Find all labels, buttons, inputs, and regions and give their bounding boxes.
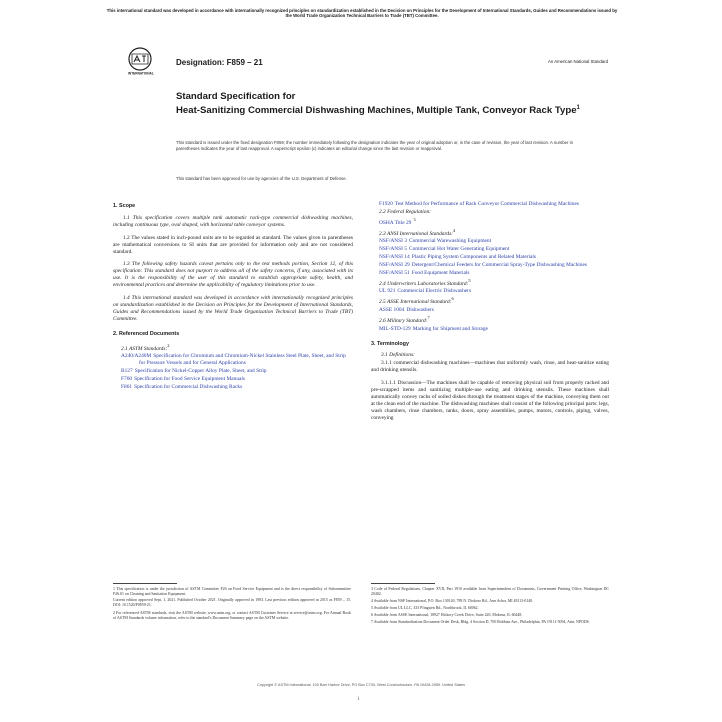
- ref-code: B127: [121, 368, 133, 375]
- footnote-2: 2 For referenced ASTM standards, visit the ASTM website, www.astm.org, or contact ASTM Customer Service at service@astm.org. For Annual Book of ASTM Standards volume information, refer to the standard's Document Summary page on the ASTM website.: [113, 611, 351, 620]
- footnote-6: 6 Available from ASSE International, 18927 Hickory Creek Drive, Suite 220, Mokena, IL 60448.: [371, 613, 523, 617]
- footnote-4: 4 Available from NSF International, P.O. Box 130140, 789 N. Dixboro Rd., Ann Arbor, MI 48113-0140.: [371, 599, 534, 603]
- federal-regulation-label: 2.2 Federal Regulation:: [379, 208, 431, 215]
- ref-mil-std-129[interactable]: [379, 326, 609, 333]
- asse-standard-label: [379, 296, 609, 306]
- ref-title: Specification for Commercial Dishwashing Racks: [134, 383, 243, 390]
- page-number: 1: [357, 697, 360, 702]
- top-notice: This international standard was developed in accordance with internationally recognized principles on standardization established in the Decision on Principles for the Development of International Standards, Guides and Recommendations issued by the World Trade Organization Technical Barriers to Trade (TBT) Committee.: [106, 8, 618, 19]
- terminology-heading: 3. Terminology: [371, 340, 409, 347]
- ref-title: Dishwashers: [406, 307, 434, 314]
- ref-code: F861: [121, 383, 133, 390]
- document-title: [176, 91, 596, 116]
- ref-f1920[interactable]: [379, 201, 609, 208]
- ref-code: A240/A240M: [121, 353, 152, 360]
- dod-notice: This standard has been approved for use by agencies of the U.S. Department of Defense.: [176, 176, 347, 181]
- footnote-1: 1 This specification is under the jurisdiction of ASTM Committee F26 on Food Service Equipment and is the direct responsibility of Subcommittee F26.01 on Cleaning and Sanitation Equipment.: [113, 587, 351, 596]
- ref-f760[interactable]: [121, 376, 353, 383]
- ref-nsf-14[interactable]: [379, 254, 609, 261]
- ref-f861[interactable]: [121, 384, 353, 391]
- left-column: [113, 201, 353, 392]
- ansi-footnote-ref: 4: [452, 227, 456, 233]
- ref-code: NSF/ANSI 29: [379, 261, 410, 268]
- footnotes-right: [371, 587, 609, 625]
- title-footnote-ref: 1: [576, 104, 580, 111]
- ref-code: NSF/ANSI 14: [379, 254, 410, 261]
- designation: Designation: F859 – 21: [176, 58, 263, 67]
- ref-code: NSF/ANSI 5: [379, 246, 408, 253]
- military-standard-label: [379, 315, 609, 325]
- ref-code: UL 921: [379, 288, 396, 295]
- logo-caption: INTERNATIONAL: [128, 71, 154, 76]
- para-1-1: 1.1 This specification covers multiple tank automatic rack-type commercial dishwashing machines, including continuous type, oval shaped, with horizontal table conveyor systems.: [113, 214, 353, 228]
- ref-title: Food Equipment Materials: [411, 269, 470, 276]
- ansi-standards-label: [379, 228, 609, 238]
- ansi-standards-text: 2.3 ANSI International Standards:: [379, 230, 453, 237]
- ref-ul-921[interactable]: [379, 288, 609, 295]
- ref-title: Commercial Warewashing Equipment: [409, 238, 492, 245]
- para-1-2: 1.2 The values stated in inch-pound units are to be regarded as standard. The values given in parentheses are mathematical conversions to SI units that are provided for information only and are not considered standard.: [113, 234, 353, 255]
- ref-nsf-51[interactable]: [379, 270, 609, 277]
- right-column: [371, 201, 609, 428]
- ref-code: ASSE 1004: [379, 307, 405, 314]
- asse-standard-text: 2.5 ASSE International Standard:: [379, 299, 452, 306]
- footnote-divider-right: [371, 583, 435, 584]
- ref-title: Commercial Hot Water Generating Equipment: [409, 246, 510, 253]
- ref-nsf-5[interactable]: [379, 246, 609, 253]
- ref-title: Specification for Food Service Equipment Manuals: [134, 376, 246, 383]
- ref-code: OSHA Title 29: [379, 219, 412, 226]
- footnote-5: 5 Available from UL LLC, 333 Pfingsten Rd., Northbrook, IL 60062.: [371, 606, 479, 610]
- referenced-docs-heading: 2. Referenced Documents: [113, 330, 180, 337]
- ul-standard-text: 2.4 Underwriters Laboratories Standard:: [379, 280, 469, 287]
- ref-title: Marking for Shipment and Storage: [412, 325, 488, 332]
- ul-footnote-ref: 5: [468, 277, 471, 283]
- ans-label: An American National Standard: [548, 59, 608, 64]
- mil-footnote-ref: 7: [427, 314, 430, 320]
- osha-footnote-ref: 3: [413, 216, 416, 222]
- astm-footnote-ref: 2: [167, 342, 170, 348]
- footnote-3: 3 Code of Federal Regulations, Chapter XVII, Part 1910 available from Superintendent of Documents, Government Printing Office, Washington DC 20402.: [371, 587, 609, 596]
- para-1-3: 1.3 The following safety hazards caveat pertains only to the test methods portion, Section 12, of this specification: This standard does not purport to address all of the safety concerns, if any, associated with its use. It is the responsibility of the user of this standard to establish appropriate safety, health, and environmental practices and determine the applicability of regulatory limitations prior to use.: [113, 261, 353, 289]
- ref-osha[interactable]: [379, 217, 609, 227]
- designation-notice: This standard is issued under the fixed designation F859; the number immediately following the designation indicates the year of original adoption or, in the case of revision, the year of last revision. A number in parentheses indicates the year of last reapproval. A superscript epsilon (ε) indicates an editorial change since the last revision or reapproval.: [176, 140, 573, 151]
- ref-asse-1004[interactable]: [379, 307, 609, 314]
- definitions-label: 3.1 Definitions:: [381, 352, 415, 359]
- ref-code: F1920: [379, 201, 393, 207]
- para-3-1-1-1: 3.1.1.1 Discussion—The machines shall be capable of removing physical soil from properly racked and pre-scrapped items and sanitizing multiple-use eating and drinking utensils. These machines shall automatically convey racks of soiled dishes through the treatment stages of the machine, conveying them out at the clean end of the machine. The dishwashing machines shall consist of the following principal parts: legs, wash chambers, rinse chambers, tanks, doors, spray assemblies, pumps, motors, controls, piping, valves, conveying: [371, 380, 609, 421]
- footnotes-left: [113, 587, 351, 621]
- footnote-1b: Current edition approved Sept. 1, 2021. Published October 2021. Originally approved in 1983. Last previous edition approved in 2015 as F859 – 15. DOI: 10.1520/F0859-21.: [113, 598, 351, 607]
- ref-b127[interactable]: [121, 368, 353, 375]
- ref-code: NSF/ANSI 51: [379, 269, 410, 276]
- title-line-2: [176, 103, 596, 117]
- title-line-1: Standard Specification for: [176, 91, 296, 102]
- astm-logo-icon: [126, 46, 166, 76]
- astm-standards-text: 2.1 ASTM Standards:: [121, 345, 168, 352]
- ref-title: Specification for Chromium and Chromium-Nickel Stainless Steel Plate, Sheet, and Strip for Pressure Vessels and for General Applications: [139, 353, 346, 367]
- ref-nsf-3[interactable]: [379, 238, 609, 245]
- para-1-4: 1.4 This international standard was developed in accordance with internationally recognized principles on standardization established in the Decision on Principles for the Development of International Standards, Guides and Recommendations issued by the World Trade Organization Technical Barriers to Trade (TBT) Committee.: [113, 295, 353, 322]
- ref-nsf-29[interactable]: [379, 262, 609, 269]
- footnote-7: 7 Available from Standardization Document Order Desk, Bldg. 4 Section D, 700 Robbins Ave., Philadelphia, PA 19111-5094, Attn: NPODS.: [371, 620, 590, 624]
- scope-heading: 1. Scope: [113, 203, 136, 209]
- para-3-1-1: 3.1.1 commercial dishwashing machines—machines that uniformly wash, rinse, and heat-sanitize eating and drinking utensils.: [371, 360, 609, 374]
- ref-code: NSF/ANSI 3: [379, 238, 408, 245]
- ref-code: MIL-STD-129: [379, 325, 411, 332]
- ref-title: Commercial Electric Dishwashers: [397, 288, 472, 295]
- military-standard-text: 2.6 Military Standard:: [379, 317, 428, 324]
- ref-code: F760: [121, 376, 133, 383]
- ref-title: Specification for Nickel-Copper Alloy Plate, Sheet, and Strip: [134, 368, 267, 375]
- ref-a240[interactable]: [121, 353, 353, 367]
- astm-standards-label: [121, 343, 353, 353]
- title-main: Heat-Sanitizing Commercial Dishwashing Machines, Multiple Tank, Conveyor Rack Type: [176, 104, 577, 116]
- footnote-divider-left: [113, 583, 177, 584]
- ul-standard-label: [379, 278, 609, 288]
- asse-footnote-ref: 6: [451, 296, 454, 302]
- ref-title: Test Method for Performance of Rack Conveyor Commercial Dishwashing Machines: [394, 201, 579, 207]
- copyright-footer: Copyright © ASTM International, 100 Barr Harbor Drive, PO Box C700, West Conshohocken, PA 19428-2959. United States: [256, 683, 465, 687]
- ref-title: Detergent/Chemical Feeders for Commercial Spray-Type Dishwashing Machines: [411, 261, 587, 268]
- ref-title: Plastic Piping System Components and Related Materials: [411, 254, 536, 261]
